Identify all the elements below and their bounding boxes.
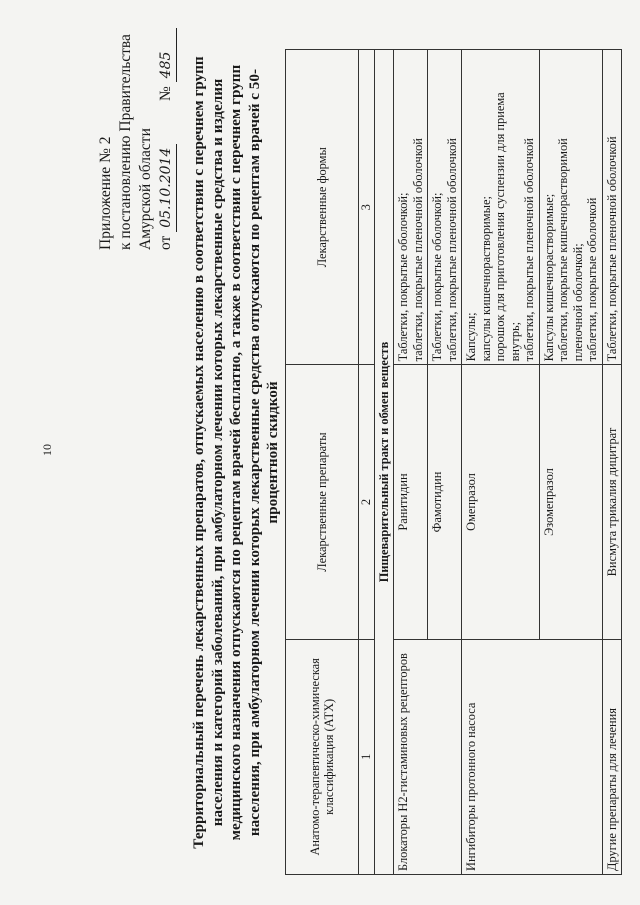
column-number: 2 (359, 365, 375, 639)
form-line: внутрь; (507, 321, 522, 362)
form-line: капсулы кишечнорастворимые; (478, 196, 493, 362)
drug-list-table (285, 49, 622, 875)
region-name: Амурской области (137, 128, 154, 250)
forms-cell (602, 50, 622, 365)
forms-cell (539, 50, 602, 365)
drug-cell: Эзомепразол (539, 365, 602, 639)
column-number-row (359, 50, 375, 875)
form-line: таблетки, покрытые пленочной оболочкой (410, 138, 425, 362)
form-line: таблетки, покрытые пленочной оболочкой (522, 138, 536, 362)
table-header-row (286, 50, 359, 875)
page-number: 10 (40, 444, 54, 456)
document-title: Территориальный перечень лекарственных препаратов, отпускаемых населению в соответствии с перечнем групп населения и категорий заболеваний, при амбулаторном лечении которых лекарственные средства и изделия медицинского назначения отпускаются по рецептам врачей бесплатно, а также в соответствии с перечнем групп населения, при амбулаторном лечении которых лекарственные средства отпускаются по рецептам врачей с 50-процентной скидкой (190, 56, 281, 849)
column-number: 1 (359, 639, 375, 874)
table-row (462, 50, 540, 875)
drug-cell: Омепразол (462, 365, 540, 639)
form-line: Таблетки, покрытые пленочной оболочкой (604, 136, 619, 362)
appendix-block (96, 10, 177, 250)
column-number: 3 (359, 50, 375, 365)
handwritten-date: 05.10.2014 (156, 144, 177, 232)
atc-group-cell: Блокаторы Н2-гистаминовых рецепторов (394, 639, 462, 874)
drug-cell: Висмута трикалия дицитрат (602, 365, 622, 639)
header-forms: Лекарственные формы (286, 50, 359, 365)
date-number-line (156, 10, 177, 250)
form-line: Капсулы кишечнорастворимые; (541, 193, 556, 362)
section-title: Пищеварительный тракт и обмен веществ (374, 50, 394, 875)
form-line: Таблетки, покрытые оболочкой; (430, 192, 444, 362)
drug-cell: Ранитидин (394, 365, 428, 639)
forms-cell (428, 50, 462, 365)
atc-group-cell: Ингибиторы протонного насоса (462, 639, 603, 874)
form-line: Таблетки, покрытые оболочкой; (396, 192, 410, 362)
form-line: таблетки, покрытые пленочной оболочкой (444, 138, 459, 362)
form-line: таблетки, покрытые кишечнорастворимой (556, 138, 570, 362)
appendix-label: Приложение № 2 (97, 136, 114, 250)
number-prefix: № (157, 86, 174, 101)
atc-group-cell: Другие препараты для лечения (602, 639, 622, 874)
header-drugs: Лекарственные препараты (286, 365, 359, 639)
header-atc: Анатомо-терапевтическо-химическая классификация (АТХ) (286, 639, 359, 874)
section-row (374, 50, 394, 875)
resolution-reference: к постановлению Правительства (117, 34, 134, 250)
form-line: таблетки, покрытые оболочкой (585, 197, 599, 362)
forms-cell (394, 50, 428, 365)
form-line: порошок для приготовления суспензии для приема (493, 92, 507, 362)
form-line: пленочной оболочкой; (570, 243, 585, 362)
form-line: Капсулы; (464, 312, 478, 362)
table-row (394, 50, 428, 875)
table-row (602, 50, 622, 875)
drug-cell: Фамотидин (428, 365, 462, 639)
forms-cell (462, 50, 540, 365)
date-prefix: от (157, 235, 174, 250)
handwritten-number: 485 (156, 28, 177, 82)
